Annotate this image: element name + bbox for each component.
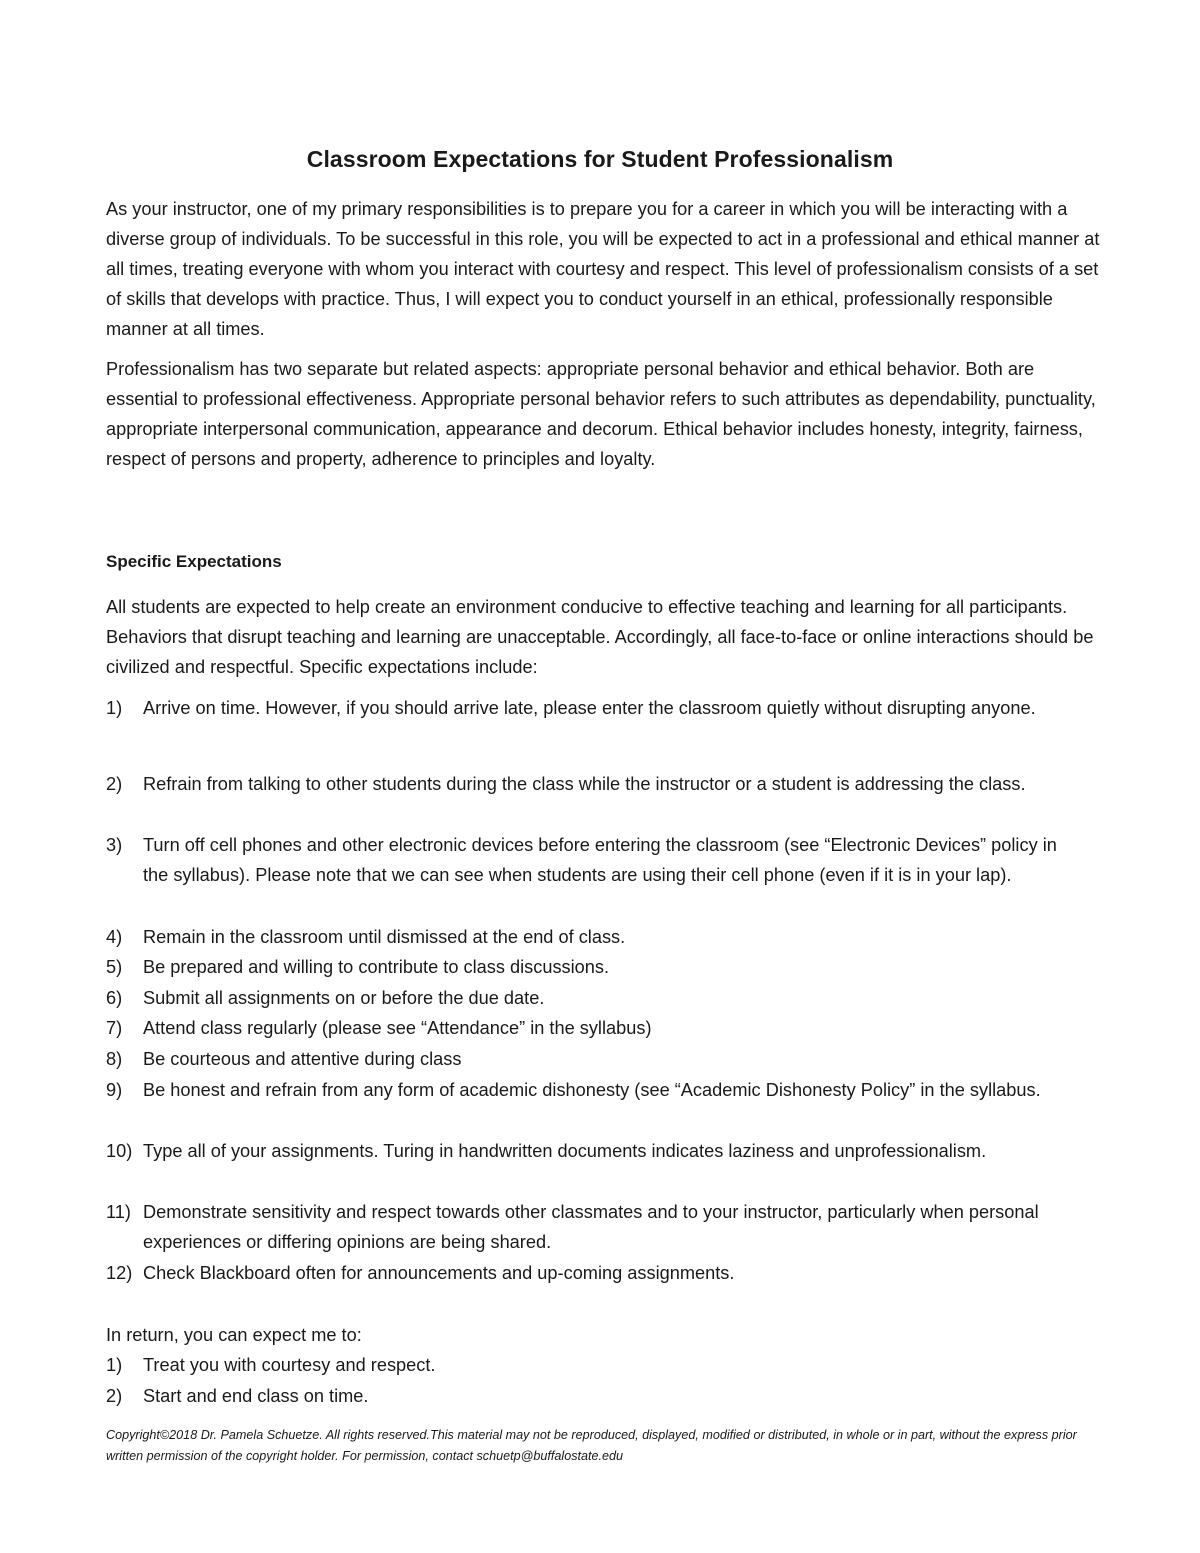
specific-expectations-paragraph: All students are expected to help create an environment conducive to effective teaching and learning for all participants. Behaviors that disrupt teaching and learning are unacceptable. Accordingly, all face-to-face or online interactions should be civilized and respectful. Specific expectations include: — [106, 597, 1094, 677]
list-text: Be prepared and willing to contribute to class discussions. — [143, 957, 610, 977]
list-text: Type all of your assignments. Turing in handwritten documents indicates laziness and unprofessionalism. — [143, 1141, 987, 1161]
document-title: Classroom Expectations for Student Professionalism — [306, 146, 894, 172]
list-text: Attend class regularly (please see “Attendance” in the syllabus) — [143, 1018, 652, 1038]
list-text: Check Blackboard often for announcements and up-coming assignments. — [143, 1263, 735, 1283]
list-number: 10) — [106, 1141, 133, 1161]
specific-expectations-heading: Specific Expectations — [106, 552, 282, 571]
list-number: 8) — [106, 1049, 123, 1069]
list-number: 6) — [106, 988, 123, 1008]
list-text: Remain in the classroom until dismissed at the end of class. — [143, 927, 626, 947]
list-number: 5) — [106, 957, 123, 977]
aspects-paragraph: Professionalism has two separate but related aspects: appropriate personal behavior and ethical behavior. Both are essential to professional effectiveness. Appropriate personal behavior refers to such attributes as dependability, punctuality, appropriate interpersonal communication, appearance and decorum. Ethical behavior includes honesty, integrity, fairness, respect of persons and property, adherence to principles and loyalty. — [106, 359, 1096, 469]
list-text: Start and end class on time. — [143, 1386, 369, 1406]
list-text: Demonstrate sensitivity and respect towards other classmates and to your instructor, particularly when personal experiences or differing opinions are being shared. — [143, 1202, 1039, 1252]
list-number: 2) — [106, 774, 123, 794]
list-text: Treat you with courtesy and respect. — [143, 1355, 436, 1375]
list-number: 7) — [106, 1018, 123, 1038]
list-text: Refrain from talking to other students during the class while the instructor or a student is addressing the class. — [143, 774, 1026, 794]
list-text: Submit all assignments on or before the due date. — [143, 988, 545, 1008]
return-intro: In return, you can expect me to: — [106, 1325, 362, 1345]
list-number: 3) — [106, 835, 123, 855]
intro-paragraph: As your instructor, one of my primary responsibilities is to prepare you for a career in which you will be interacting with a diverse group of individuals. To be successful in this role, you will be expected to act in a professional and ethical manner at all times, treating everyone with whom you interact with courtesy and respect. This level of professionalism consists of a set of skills that develops with practice. Thus, I will expect you to conduct yourself in an ethical, professionally responsible manner at all times. — [106, 199, 1100, 339]
copyright-footer: Copyright©2018 Dr. Pamela Schuetze. All rights reserved.This material may not be reproduced, displayed, modified or distributed, in whole or in part, without the express prior written permission of the copyright holder. For permission, contact schuetp@buffalostate.edu — [106, 1428, 1077, 1463]
list-number: 12) — [106, 1263, 133, 1283]
list-text: Turn off cell phones and other electronic devices before entering the classroom (see “Electronic Devices” policy in the syllabus). Please note that we can see when students are using their cell phone (even if it is in your lap). — [143, 835, 1057, 885]
list-number: 9) — [106, 1080, 123, 1100]
list-text: Arrive on time. However, if you should arrive late, please enter the classroom quietly without disrupting anyone. — [143, 698, 1036, 718]
list-number: 1) — [106, 1355, 123, 1375]
list-text: Be courteous and attentive during class — [143, 1049, 462, 1069]
list-number: 1) — [106, 698, 123, 718]
list-number: 4) — [106, 927, 123, 947]
list-number: 2) — [106, 1386, 123, 1406]
list-number: 11) — [106, 1202, 131, 1222]
list-text: Be honest and refrain from any form of academic dishonesty (see “Academic Dishonesty Policy” in the syllabus. — [143, 1080, 1041, 1100]
